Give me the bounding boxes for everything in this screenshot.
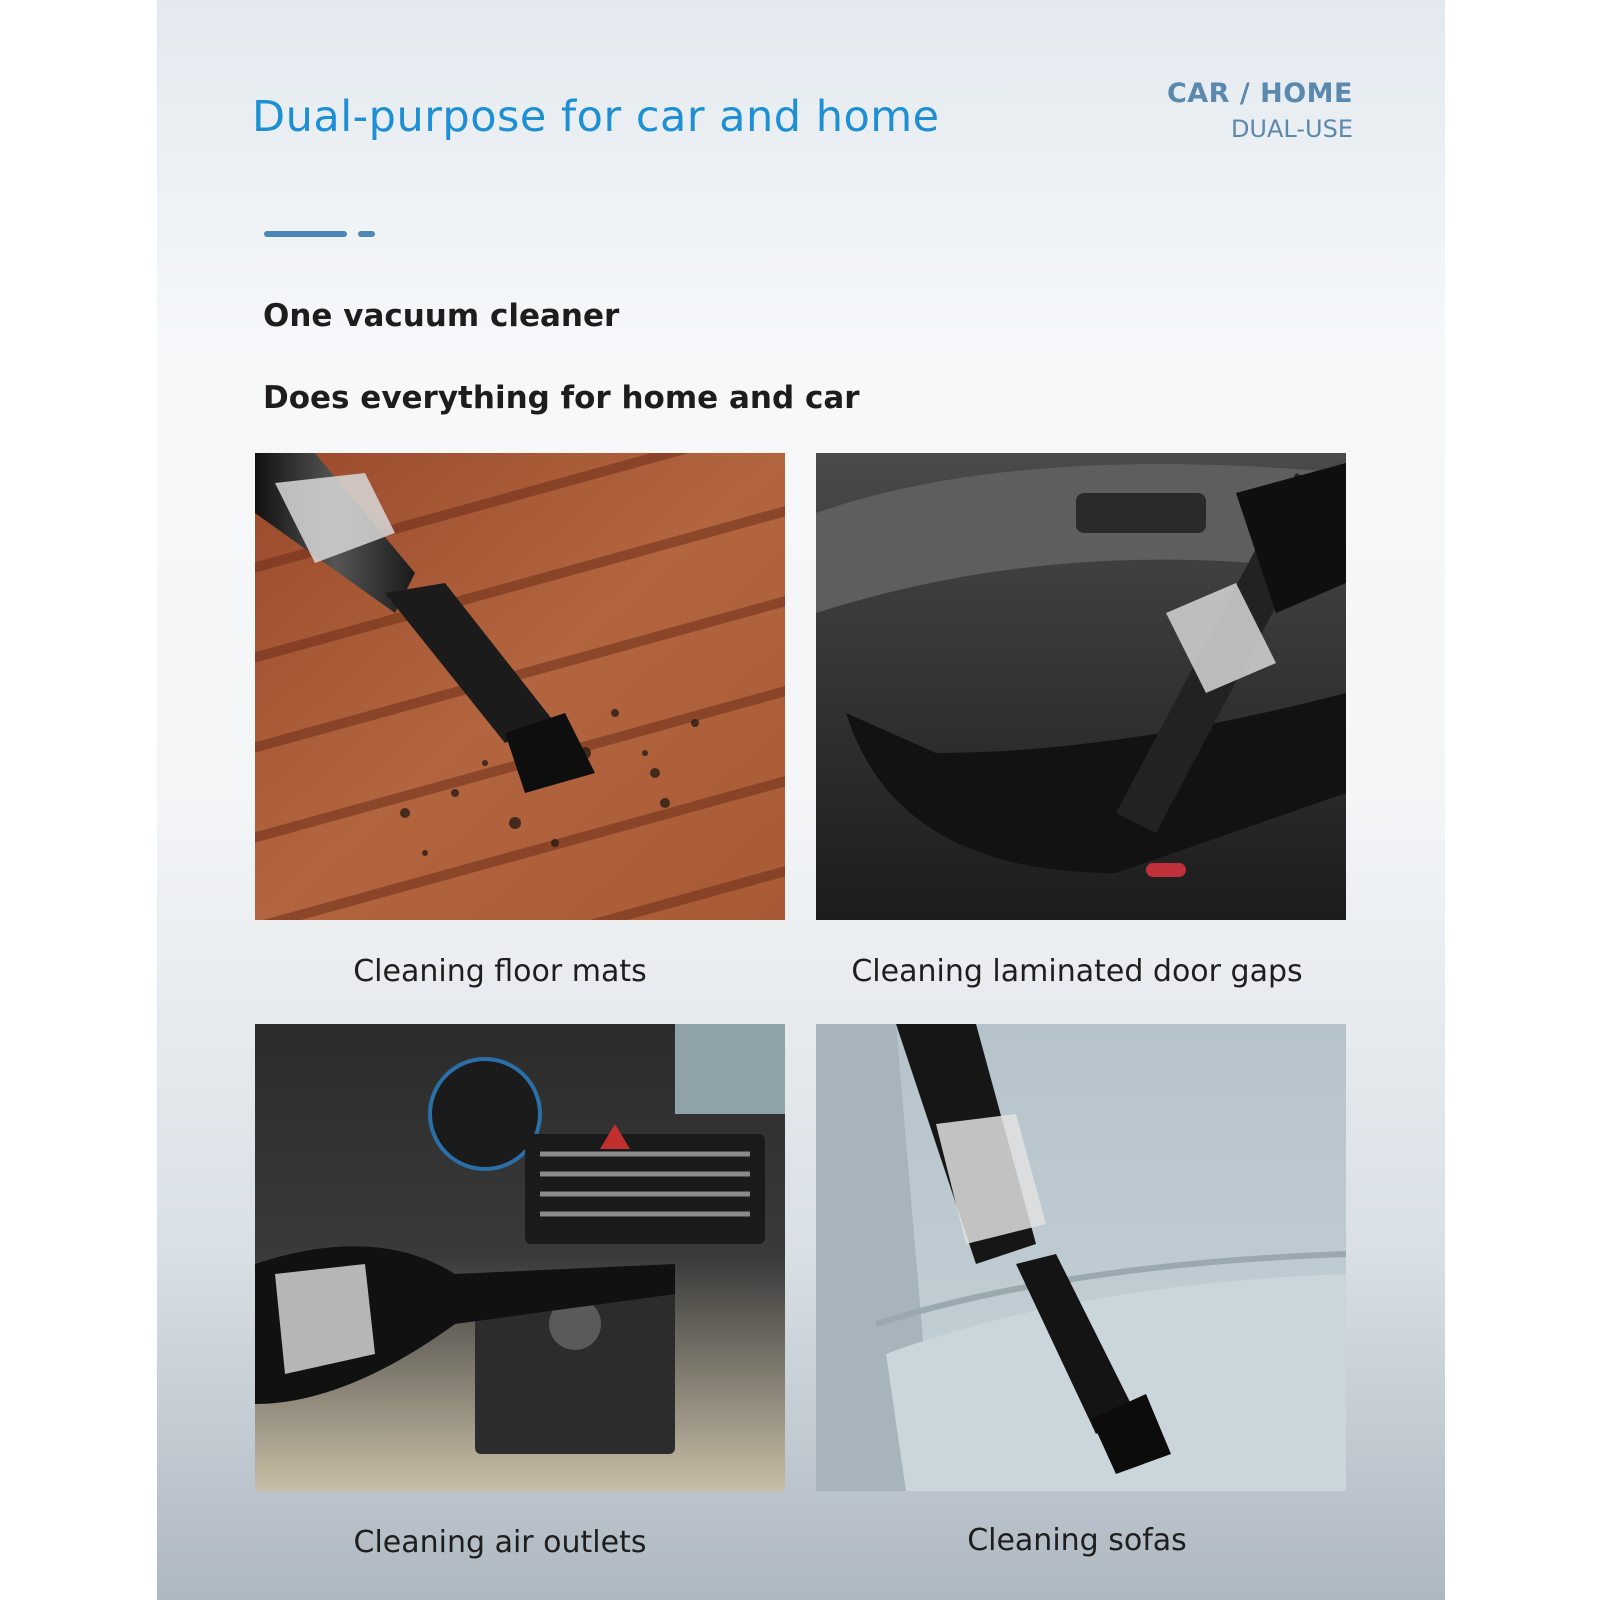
caption-floor-mats: Cleaning floor mats — [353, 954, 647, 989]
headline: Dual-purpose for car and home — [252, 92, 940, 142]
scene-image-floor-mats — [255, 453, 785, 920]
scene-image-air-outlets — [255, 1024, 785, 1491]
air-outlet-photo — [255, 1024, 785, 1491]
product-panel — [157, 0, 1445, 1600]
accent-divider-long — [264, 231, 347, 237]
door-gap-photo — [816, 453, 1346, 920]
caption-sofas: Cleaning sofas — [967, 1523, 1187, 1558]
usage-tag-primary: CAR / HOME — [1166, 78, 1353, 109]
floor-mat-photo — [255, 453, 785, 920]
caption-air-outlets: Cleaning air outlets — [353, 1525, 647, 1560]
scene-image-door-gaps — [816, 453, 1346, 920]
intro-line-1: One vacuum cleaner — [263, 298, 620, 334]
caption-door-gaps: Cleaning laminated door gaps — [851, 954, 1303, 989]
usage-tag — [1167, 78, 1353, 143]
scene-image-sofas — [816, 1024, 1346, 1491]
sofa-photo — [816, 1024, 1346, 1491]
intro-line-2: Does everything for home and car — [263, 380, 860, 416]
usage-tag-secondary: DUAL-USE — [1230, 115, 1353, 143]
accent-divider-short — [358, 231, 375, 237]
